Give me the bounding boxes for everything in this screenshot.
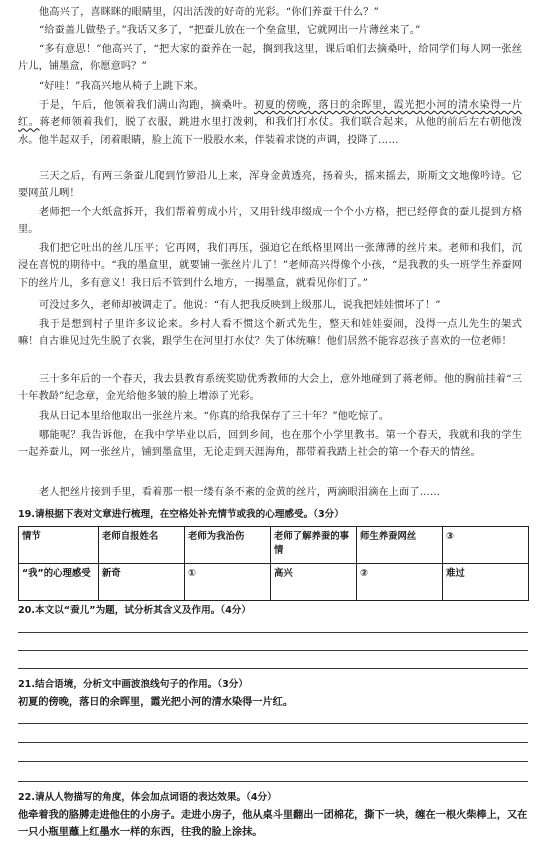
question-22-heading: 22.请从人物描写的角度，体会加点词语的表达效果。（4分） [18, 792, 277, 803]
passage-paragraph: 三天之后，有两三条蚕儿爬到竹箩沿儿上来，浑身金黄透亮，扬着头，摇来摇去，斯斯文文地像吟诗。它要网茧儿咧！ [18, 171, 522, 200]
answer-line[interactable] [18, 781, 528, 782]
passage-paragraph: 老人把丝片接到手里，看着那一根一缕有条不紊的金黄的丝片，两滴眼泪滴在上面了…… [39, 487, 441, 498]
passage-text: 蒋老师领着我们，脱了衣服，跳进水里打泼剌，和我们打水仗。我们联合起来，从他的前后左右朝他泼水。他半起双手，闭着眼睛，脸上流下一股股水来，伴装着求饶的声调，投降了…… [18, 117, 522, 146]
passage-paragraph: 可没过多久，老师却被调走了。他说：“有人把我反映到上级那儿，说我把娃娃惯坏了！” [39, 300, 441, 311]
passage-text: 于是，午后，他领着我们满山沟跑，摘桑叶。 [39, 100, 254, 111]
answer-line[interactable] [18, 761, 528, 762]
table-cell: 老师了解养蚕的事情 [271, 527, 357, 564]
passage-paragraph: “好哇！”我高兴地从椅子上跳下来。 [39, 81, 204, 92]
table-cell: 新奇 [99, 564, 185, 601]
answer-line[interactable] [18, 742, 528, 743]
passage-paragraph: 我们把它吐出的丝儿压平；它再网，我们再压，强迫它在纸格里网出一张薄薄的丝片来。老师和我们，沉浸在喜悦的期待中。“我的墨盒里，就要铺一张丝片儿了！”老师高兴得像个小孩，“是我教的头一班学生养蚕网下的丝片儿，多有意义！我日后不管到什么地方，一揭墨盒，就看见你们了。” [18, 243, 522, 289]
table-cell: “我”的心理感受 [19, 564, 99, 601]
question-19-heading: 19.请根据下表对文章进行梳理，在空格处补充情节或我的心理感受。（3分） [18, 509, 344, 520]
answer-line[interactable] [18, 668, 528, 669]
passage-paragraph: “给蚕盖儿做垫子。”我话又多了，“把蚕儿放在一个垒盒里，它就网出一片薄丝来了。” [39, 25, 421, 36]
question-21-quote: 初夏的傍晚，落日的余晖里，霞光把小河的清水染得一片红。 [18, 697, 294, 708]
question-22-text-a: 他牵着我的胳膊走进他住的小房子。 [18, 810, 181, 821]
table-cell: 老师为我治伤 [185, 527, 271, 564]
answer-line[interactable] [18, 650, 528, 651]
table-row [19, 527, 529, 564]
table-cell: 老师自报姓名 [99, 527, 185, 564]
passage-paragraph [18, 97, 522, 149]
answer-line[interactable] [18, 632, 528, 633]
passage-paragraph: 我从日记本里给他取出一张丝片来。“你真的给我保存了三十年？”他吃惊了。 [39, 411, 390, 422]
table-cell: 高兴 [271, 564, 357, 601]
question-21-heading: 21.结合语境，分析文中画波浪线句子的作用。（3分） [18, 679, 248, 690]
passage-paragraph: 老师把一个大纸盒拆开，我们帮着剪成小片，又用针线串缀成一个个小方格，把已经停食的蚕儿提到方格里。 [18, 207, 522, 236]
table-cell: 师生养蚕网丝 [357, 527, 443, 564]
question-22-text [18, 807, 528, 841]
table-row [19, 564, 529, 601]
answer-blank-3[interactable]: ③ [443, 527, 529, 564]
question-20-heading: 20.本文以“蚕儿”为题，试分析其含义及作用。（4分） [18, 605, 251, 616]
answer-blank-1[interactable]: ① [185, 564, 271, 601]
passage-paragraph: “多有意思！”他高兴了，“把大家的蚕养在一起，搁到我这里，课后咱们去摘桑叶，给同学们每人网一张丝片儿，铺墨盒，你愿意吗？” [18, 44, 522, 73]
answer-blank-2[interactable]: ② [357, 564, 443, 601]
passage-paragraph: 哪能呢？我告诉他，在我中学毕业以后，回到乡间，也在那个小学里教书。第一个春天，我就和我的学生一起养蚕儿，网一张丝片，铺到墨盒里，无论走到天涯海角，都带着我踏上社会的第一个春天的情丝。 [18, 430, 522, 459]
passage-paragraph: 我于是想到村子里许多议论来。乡村人看不惯这个新式先生，整天和娃娃耍闹，没得一点儿先生的架式嘛！自古谁见过先生脱了衣裳，跟学生在河里打水仗？失了体统嘛！他们居然不能容忍孩子喜欢的一位老师！ [18, 319, 522, 348]
wavy-underlined-sentence: 初夏的傍晚，落日的余晖里，霞光把小河的清水染得一片红。 [18, 100, 523, 129]
answer-line[interactable] [18, 723, 528, 724]
question-22-text-b: 走进小房子，他从桌斗里翻出一团棉花，撕下一块，缠在一根火柴棒上，又在一只小瓶里蘸上红墨水一样的东西，往我的脸上涂抹。 [18, 810, 528, 838]
passage-paragraph: 他高兴了，喜眯眯的眼睛里，闪出活泼的好奇的光彩。“你们养蚕干什么？” [39, 7, 379, 18]
plot-feeling-table [18, 526, 529, 601]
passage-paragraph: 三十多年后的一个春天，我去县教育系统奖励优秀教师的大会上，意外地碰到了蒋老师。他的胸前挂着“三十年教龄”纪念章，金光给他多皱的脸上增添了光彩。 [18, 374, 522, 403]
table-cell: 情节 [19, 527, 99, 564]
table-cell: 难过 [443, 564, 529, 601]
